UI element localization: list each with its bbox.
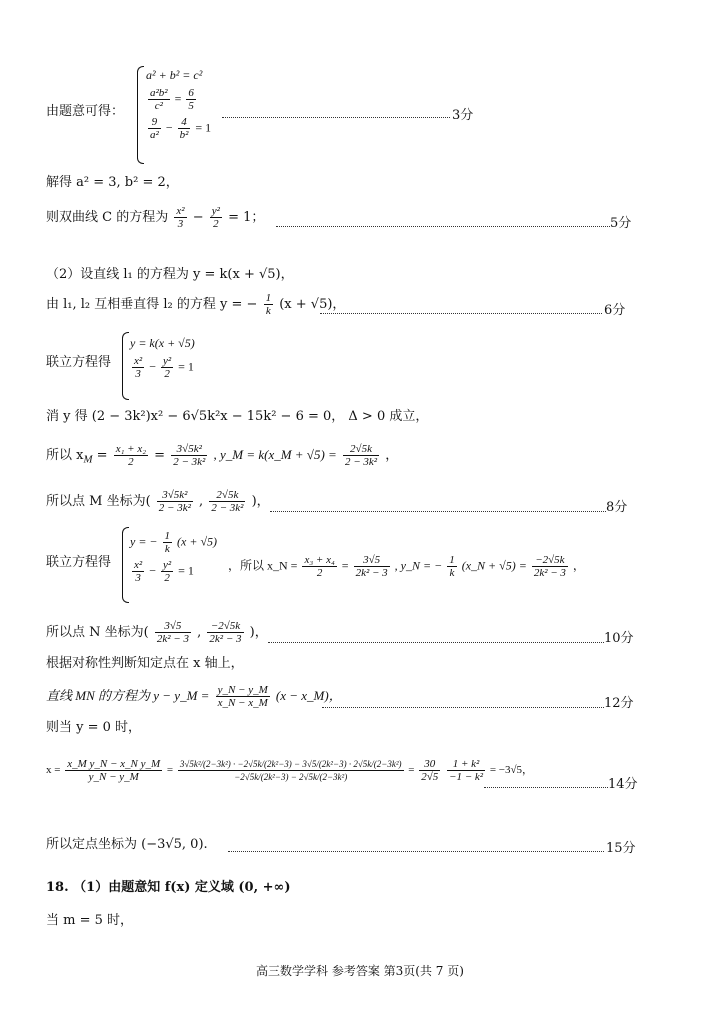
line-1-prefix: 由题意可得： <box>46 104 125 119</box>
dots-15 <box>484 787 608 788</box>
score-16: 15分 <box>606 841 636 856</box>
system-3: y = − $\frac{1}{k}$ (x + √5) $\frac{\text{x²}}{3}$ − $\frac{\text{y²}}{2}$ = 1 <box>130 530 218 584</box>
dots-1 <box>222 117 450 118</box>
line-6: 联立方程得 <box>46 355 112 370</box>
line-8: 所以 $x_M$ = $\frac{\text{x₁ + x₂}}{2}$ = $\frac{\text{3√5k²}}{\text{2 − 3k²}}$ , y_M = k(x_M + √5) = $\frac{2√5k}{\text{2 − 3k²}}$ ， <box>46 443 399 468</box>
line-10: 联立方程得 <box>46 555 112 570</box>
dots-3 <box>276 226 610 227</box>
line-10-rest: ，所以 x_N = $\frac{\text{x₃ + x₄}}{2}$ = $\frac{3√5}{\text{2k² − 3}}$ , y_N = − $\frac{1}{k}$ (x_N + √5) = $\frac{-2√5k}{\text{2k² − 3}}$ ， <box>228 554 585 579</box>
line-9: 所以点 M 坐标为( $\frac{\text{3√5k²}}{\text{2 − 3k²}}$ , $\frac{2√5k}{\text{2 − 3k²}}$ )， <box>46 489 270 514</box>
score-13: 12分 <box>604 696 634 711</box>
dots-9 <box>270 511 606 512</box>
score-11: 10分 <box>604 631 634 646</box>
system-brace-2 <box>122 332 129 400</box>
dots-11 <box>268 642 604 643</box>
line-11: 所以点 N 坐标为( $\frac{3√5}{\text{2k² − 3}}$ , $\frac{-2√5k}{\text{2k² − 3}}$ )， <box>46 620 268 645</box>
system-1-eq1: a² + b² = c² <box>146 68 203 82</box>
system-brace-3 <box>122 527 129 603</box>
score-15: 14分 <box>608 777 638 792</box>
line-17: 18. （1）由题意知 f(x) 定义域 (0, +∞) <box>46 880 291 895</box>
system-brace-1 <box>137 66 144 164</box>
line-3: 则双曲线 C 的方程为 $\frac{\text{x²}}{3}$ − $\frac{\text{y²}}{2}$ = 1； <box>46 205 265 230</box>
line-7: 消 y 得 (2 − 3k²)x² − 6√5k²x − 15k² − 6 = 0， Δ > 0 成立， <box>46 409 429 424</box>
line-5: 由 l₁, l₂ 互相垂直得 l₂ 的方程 y = − $\frac{1}{k}$ (x + √5)， <box>46 292 346 317</box>
system-1 <box>146 68 211 145</box>
line-4: （2）设直线 l₁ 的方程为 y = k(x + √5)， <box>46 267 294 282</box>
dots-16 <box>228 851 604 852</box>
line-2: 解得 a² = 3, b² = 2， <box>46 175 179 190</box>
system-1-eq3: $\frac{9}{\text{a²}}$ − $\frac{4}{\text{b²}}$ = 1 <box>150 116 212 141</box>
line-12: 根据对称性判断知定点在 x 轴上， <box>46 656 244 671</box>
score-9: 8分 <box>606 500 628 515</box>
dots-13 <box>322 707 604 708</box>
score-1: 3分 <box>452 108 474 123</box>
dots-5 <box>320 313 602 314</box>
score-3: 5分 <box>610 216 632 231</box>
line-15: x = $\frac{\text{x\_M y\_N − x\_N y\_M}}{y\_N - y\_M}$ = $\frac{\text{3√5k²/(2−3k²) · −2√5k/(2k²−3) − 3√5/(2k²−3) · 2√5k/(2−3k²)}}{\text{−2√5k/(2k²−3) − 2√5k/(2−3k²)}}$ = $\frac{30}{2√5}$ $\frac{\text{1 + k²}}{\text{−1 − k²}}$ = −3√5， <box>46 758 534 783</box>
system-2: y = k(x + √5) $\frac{\text{x²}}{3}$ − $\frac{\text{y²}}{2}$ = 1 <box>130 336 195 380</box>
line-14: 则当 y = 0 时， <box>46 720 142 735</box>
line-13: 直线 MN 的方程为 y − y_M = $\frac{y\_N - y\_M}{x\_N - x\_M}$ (x − x_M)， <box>46 684 342 709</box>
page-footer: 高三数学学科 参考答案 第3页(共 7 页) <box>256 964 464 978</box>
line-18: 当 m = 5 时， <box>46 913 134 928</box>
score-5: 6分 <box>604 303 626 318</box>
system-1-eq2: $\frac{\text{a²b²}}{\text{c²}}$ = $\frac{6}{5}$ <box>150 87 194 112</box>
line-16: 所以定点坐标为 (−3√5, 0). <box>46 837 208 852</box>
